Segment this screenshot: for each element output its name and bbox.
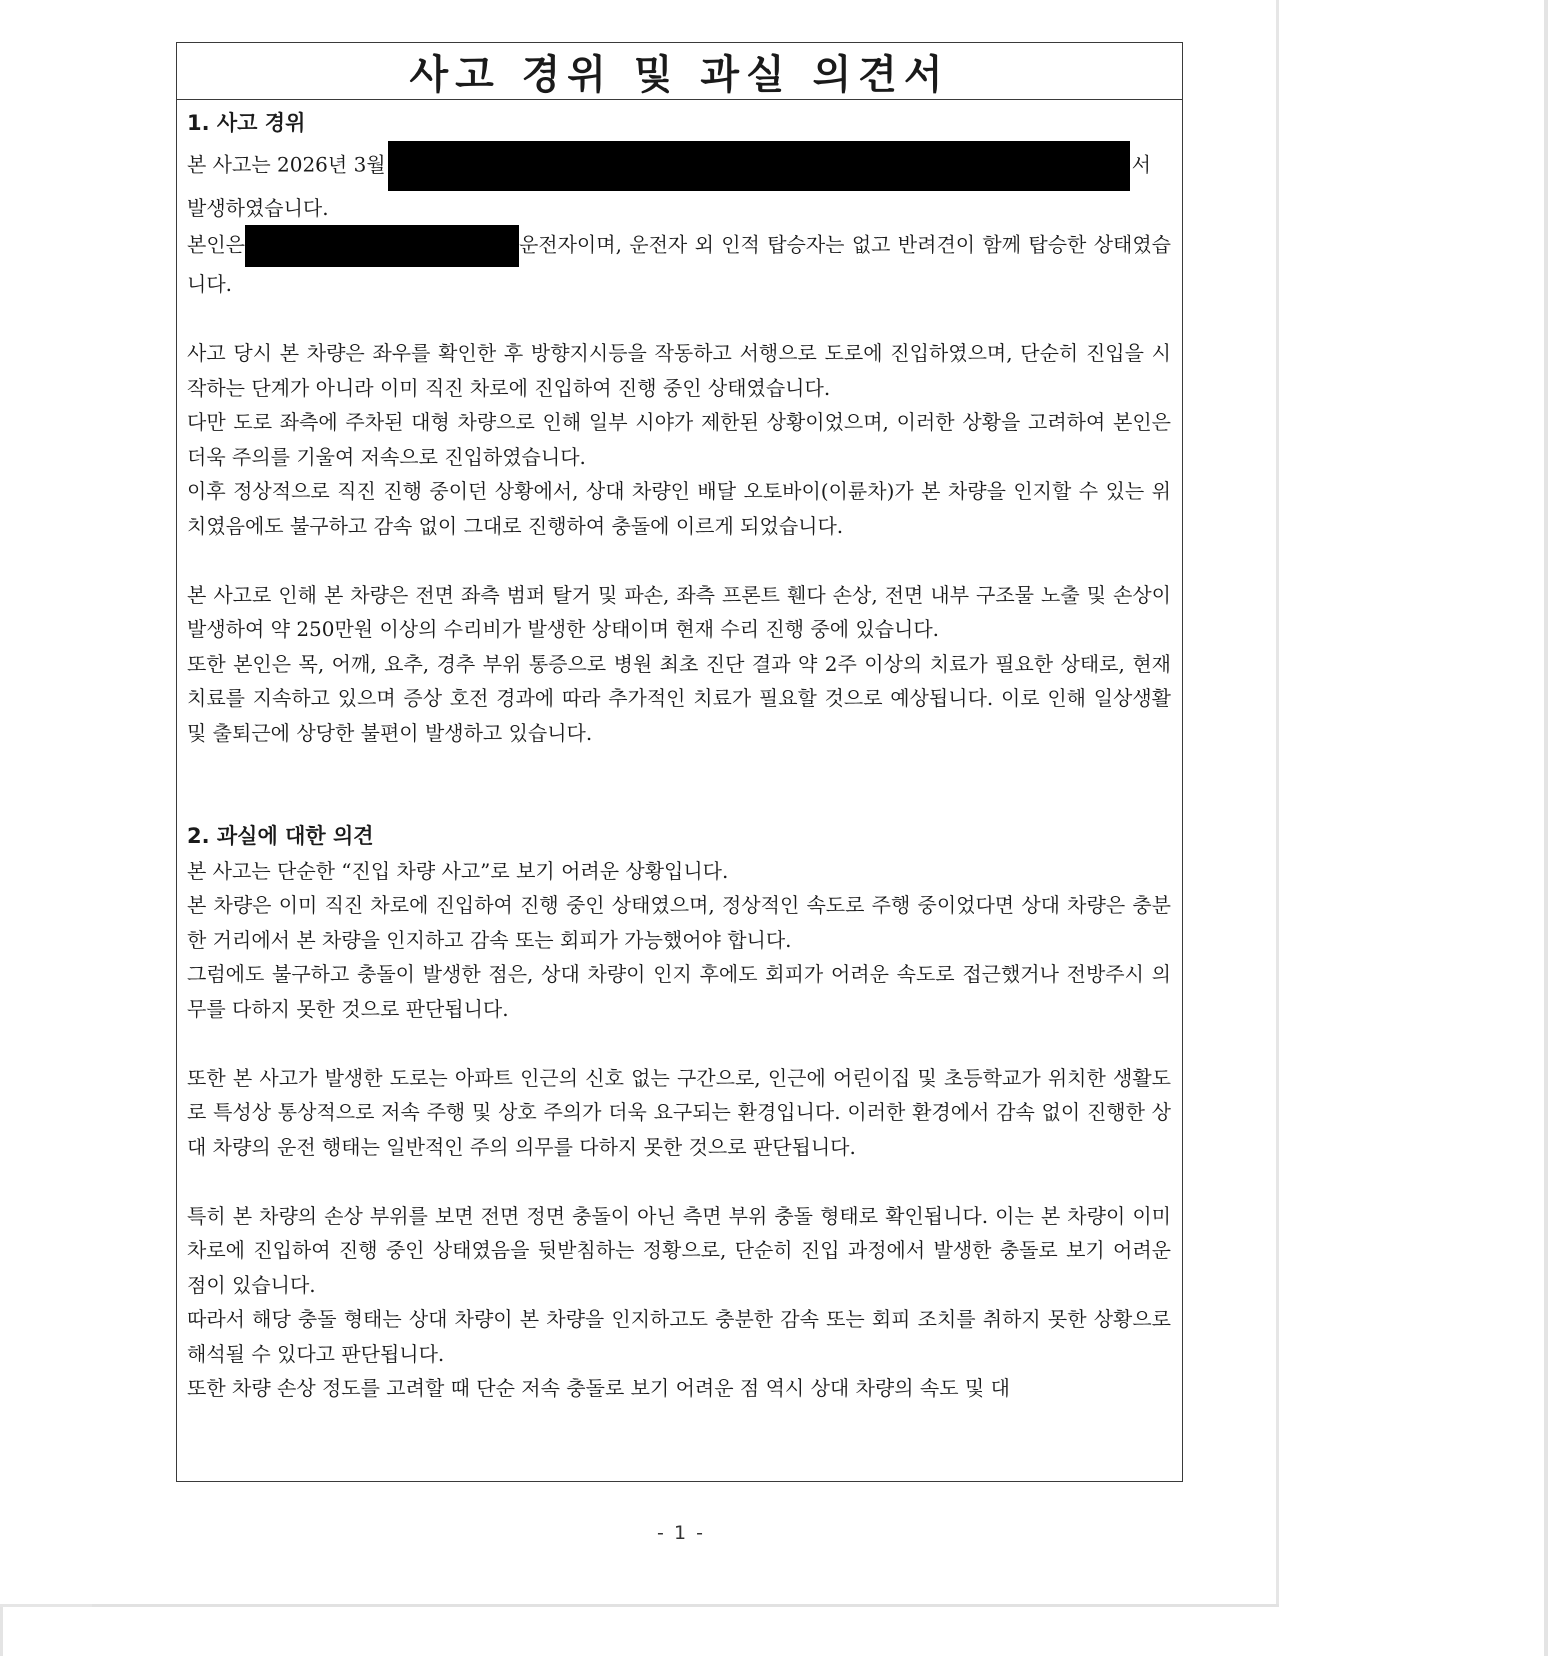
text-run: 서 bbox=[1131, 152, 1151, 176]
section-heading-2: 2. 과실에 대한 의견 bbox=[187, 824, 374, 848]
paragraph: 특히 본 차량의 손상 부위를 보면 전면 정면 충돌이 아닌 측면 부위 충돌 형태로 확인됩니다. 이는 본 차량이 이미 차로에 진입하여 진행 중인 상태였음을 뒷받침하는 정황으로, 단순히 진입 과정에서 발생한 충돌로 보기 어려운 점이 있습니다. bbox=[187, 1203, 1171, 1297]
text-run: 발생하였습니다. bbox=[187, 195, 329, 220]
text-run: 본 사고는 2026년 3월 bbox=[187, 152, 386, 176]
paragraph: 그럼에도 불구하고 충돌이 발생한 점은, 상대 차량이 인지 후에도 회피가 어려운 속도로 접근했거나 전방주시 의무를 다하지 못한 것으로 판단됩니다. bbox=[187, 962, 1171, 1021]
paragraph: 다만 도로 좌측에 주차된 대형 차량으로 인해 일부 시야가 제한된 상황이었으며, 이러한 상황을 고려하여 본인은 더욱 주의를 기울여 저속으로 진입하였습니다. bbox=[187, 410, 1171, 469]
paragraph: 본 사고는 단순한 “진입 차량 사고”로 보기 어려운 상황입니다. bbox=[187, 858, 729, 883]
paragraph: 사고 당시 본 차량은 좌우를 확인한 후 방향지시등을 작동하고 서행으로 도로에 진입하였으며, 단순히 진입을 시작하는 단계가 아니라 이미 직진 차로에 진입하여 진행 중인 상태였습니다. bbox=[187, 341, 1171, 400]
paragraph: 또한 본 사고가 발생한 도로는 아파트 인근의 신호 없는 구간으로, 인근에 어린이집 및 초등학교가 위치한 생활도로 특성상 통상적으로 저속 주행 및 상호 주의가 더욱 요구되는 환경입니다. 이러한 환경에서 감속 없이 진행한 상대 차량의 운전 행태는 일반적인 주의 의무를 다하지 못한 것으로 판단됩니다. bbox=[187, 1065, 1171, 1159]
section-heading-1: 1. 사고 경위 bbox=[187, 111, 306, 135]
text-run: 본인은 bbox=[187, 232, 245, 257]
document-body bbox=[177, 100, 1182, 1406]
viewer-scrollbar-track[interactable] bbox=[1544, 0, 1548, 1656]
section-spacer bbox=[187, 750, 1171, 819]
paragraph bbox=[187, 225, 1171, 302]
paragraph: 본 차량은 이미 직진 차로에 진입하여 진행 중인 상태였으며, 정상적인 속도로 주행 중이었다면 상대 차량은 충분한 거리에서 본 차량을 인지하고 감속 또는 회피가 가능했어야 합니다. bbox=[187, 893, 1171, 952]
paragraph-spacer bbox=[187, 1026, 1171, 1061]
page-title: 사고 경위 및 과실 의견서 bbox=[409, 51, 950, 98]
redaction-block bbox=[245, 225, 519, 267]
title-bar bbox=[177, 43, 1182, 100]
paragraph: 따라서 해당 충돌 형태는 상대 차량이 본 차량을 인지하고도 충분한 감속 또는 회피 조치를 취하지 못한 상황으로 해석될 수 있다고 판단됩니다. bbox=[187, 1307, 1171, 1366]
paragraph-spacer bbox=[187, 543, 1171, 578]
paragraph: 또한 차량 손상 정도를 고려할 때 단순 저속 충돌로 보기 어려운 점 역시 상대 차량의 속도 및 대 bbox=[187, 1376, 1010, 1400]
paragraph-spacer bbox=[187, 1164, 1171, 1199]
paragraph bbox=[187, 141, 1171, 226]
paragraph: 본 사고로 인해 본 차량은 전면 좌측 범퍼 탈거 및 파손, 좌측 프론트 휀다 손상, 전면 내부 구조물 노출 및 손상이 발생하여 약 250만원 이상의 수리비가 발생한 상태이며 현재 수리 진행 중에 있습니다. bbox=[187, 582, 1171, 641]
redaction-block bbox=[388, 141, 1130, 191]
paragraph-spacer bbox=[187, 302, 1171, 337]
page-shadow bbox=[92, 1604, 1279, 1607]
document-frame bbox=[176, 42, 1183, 1482]
page-number: - 1 - bbox=[657, 1522, 705, 1544]
text-run: 운전자이며, 운전자 외 인적 탑승자는 없고 반려견이 함께 탑승한 상태였습니다. bbox=[187, 232, 1171, 296]
paragraph: 이후 정상적으로 직진 진행 중이던 상황에서, 상대 차량인 배달 오토바이(이륜차)가 본 차량을 인지할 수 있는 위치였음에도 불구하고 감속 없이 그대로 진행하여 충돌에 이르게 되었습니다. bbox=[187, 479, 1171, 538]
paragraph: 또한 본인은 목, 어깨, 요추, 경추 부위 통증으로 병원 최초 진단 결과 약 2주 이상의 치료가 필요한 상태로, 현재 치료를 지속하고 있으며 증상 호전 경과에 따라 추가적인 치료가 필요할 것으로 예상됩니다. 이로 인해 일상생활 및 출퇴근에 상당한 불편이 발생하고 있습니다. bbox=[187, 651, 1171, 745]
